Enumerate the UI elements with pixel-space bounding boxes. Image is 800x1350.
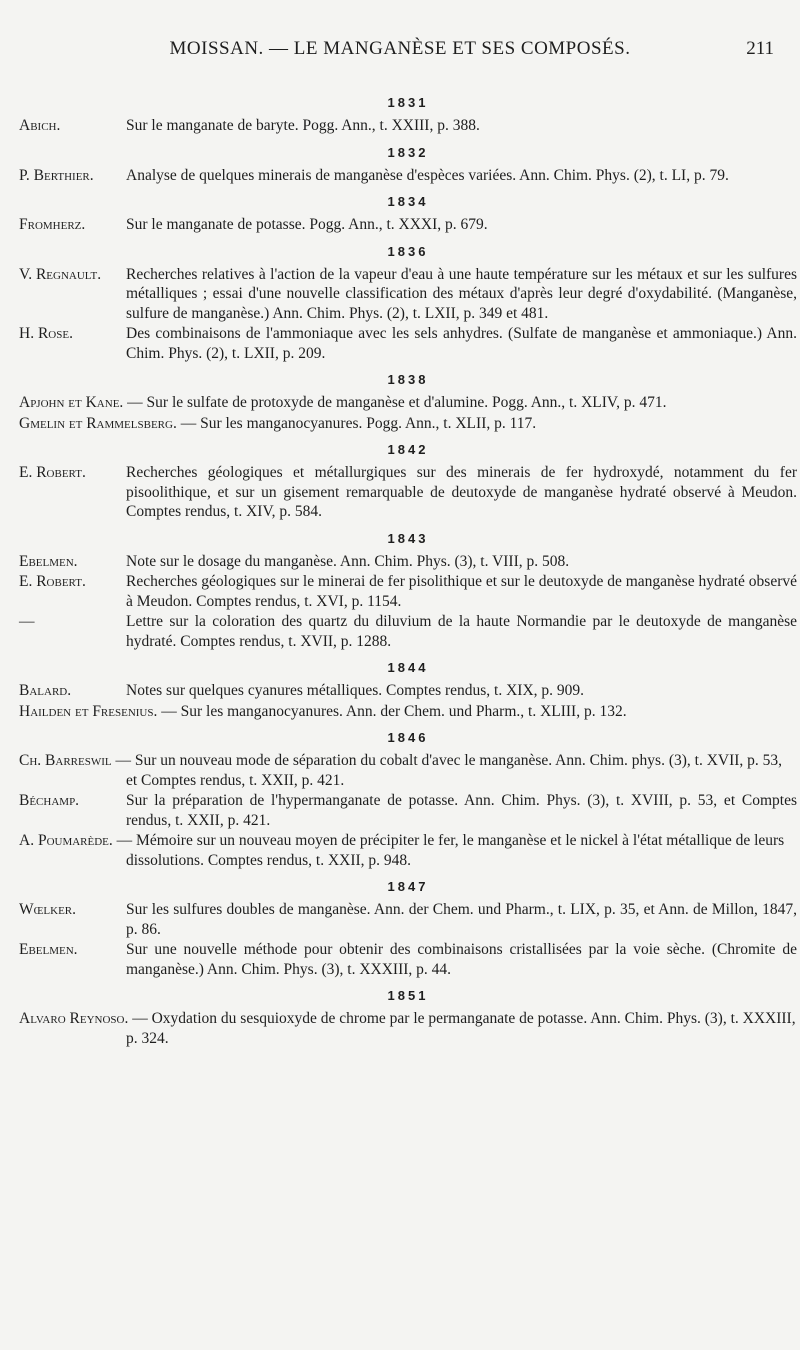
year-heading: 1831	[387, 95, 429, 110]
bibliography-entry	[19, 215, 797, 235]
bibliography-entry	[19, 166, 797, 186]
bibliography-entry	[19, 831, 797, 870]
entry-text: Sur le manganate de baryte. Pogg. Ann., t. XXIII, p. 388.	[126, 117, 480, 134]
entry-author: A. Poumarède.	[19, 832, 113, 849]
bibliography-entry	[19, 791, 797, 830]
entry-text: Sur une nouvelle méthode pour obtenir des combinaisons cristallisées par la voie sèche. (Chromite de manganèse.) Ann. Chim. Phys. (3), t. XXXIII, p. 44.	[126, 941, 797, 978]
entry-text: — Sur un nouveau mode de séparation du cobalt d'avec le manganèse. Ann. Chim. phys. (3), t. XVII, p. 53, et Comptes rendus, t. XXII, p. 421.	[115, 752, 783, 789]
entry-author: Hailden et Fresenius.	[19, 702, 158, 720]
entry-text: — Sur les manganocyanures. Pogg. Ann., t. XLII, p. 117.	[180, 414, 537, 432]
entry-text: Sur la préparation de l'hypermanganate de potasse. Ann. Chim. Phys. (3), t. XVIII, p. 53, et Comptes rendus, t. XXII, p. 421.	[126, 792, 797, 829]
entry-text: Sur le manganate de potasse. Pogg. Ann., t. XXXI, p. 679.	[126, 216, 488, 233]
year-heading: 1834	[387, 194, 429, 209]
year-heading: 1838	[387, 372, 429, 387]
bibliography-entry	[19, 572, 797, 611]
entry-text: Des combinaisons de l'ammoniaque avec les sels anhydres. (Sulfate de manganèse et ammoniaque.) Ann. Chim. Phys. (2), t. LXII, p. 209.	[126, 325, 797, 362]
running-title: MOISSAN. — LE MANGANÈSE ET SES COMPOSÉS.	[169, 38, 631, 59]
bibliography-entry	[19, 900, 797, 939]
entry-author: Balard.	[19, 682, 72, 699]
bibliography-entry	[19, 681, 797, 701]
year-heading: 1846	[387, 730, 429, 745]
entry-text: Recherches géologiques sur le minerai de fer pisolithique et sur le deutoxyde de manganèse hydraté observé à Meudon. Comptes rendus, t. XVI, p. 1154.	[126, 573, 798, 610]
bibliography-entry	[19, 1009, 797, 1048]
entry-text: — Sur les manganocyanures. Ann. der Chem. und Pharm., t. XLIII, p. 132.	[161, 702, 627, 720]
entry-author: Abich.	[19, 117, 61, 134]
entry-author: Ch. Barreswil	[19, 752, 112, 769]
page-number: 211	[746, 38, 774, 59]
bibliography-entry	[19, 324, 797, 363]
entry-text: Note sur le dosage du manganèse. Ann. Chim. Phys. (3), t. VIII, p. 508.	[126, 552, 570, 570]
entry-text: Recherches relatives à l'action de la vapeur d'eau à une haute température sur les métaux et sur les sulfures métalliques ; essai d'une nouvelle classification des métaux d'après leur degré d'oxydabilité. (Manganèse, sulfure de manganèse.) Ann. Chim. Phys. (2), t. LXII, p. 349 et 481.	[126, 265, 797, 322]
bibliography-entry	[19, 612, 797, 651]
entry-text: — Oxydation du sesquioxyde de chrome par le permanganate de potasse. Ann. Chim. Phys. (3), t. XXXIII, p. 324.	[126, 1010, 796, 1047]
entry-author: V. Regnault.	[19, 265, 102, 283]
bibliography-entry	[19, 116, 797, 136]
entry-author: Alvaro Reynoso.	[19, 1010, 129, 1027]
bibliography-entry	[19, 751, 797, 790]
year-heading: 1836	[387, 243, 429, 259]
entry-author: Apjohn et Kane.	[19, 394, 124, 411]
year-heading: 1842	[387, 442, 429, 457]
entry-author: —	[19, 613, 35, 630]
year-heading: 1832	[387, 144, 429, 160]
entry-author: Fromherz.	[19, 216, 86, 233]
bibliography-entry	[19, 463, 797, 522]
year-heading: 1851	[387, 988, 429, 1003]
year-heading: 1847	[387, 879, 429, 894]
entry-author: P. Berthier.	[19, 166, 94, 184]
entry-author: E. Robert.	[19, 573, 86, 590]
bibliography	[19, 86, 797, 1049]
bibliography-entry	[19, 414, 797, 434]
entry-author: Ebelmen.	[19, 552, 78, 570]
bibliography-entry	[19, 552, 797, 572]
entry-text: — Sur le sulfate de protoxyde de manganèse et d'alumine. Pogg. Ann., t. XLIV, p. 471.	[127, 394, 667, 411]
entry-text: Sur les sulfures doubles de manganèse. Ann. der Chem. und Pharm., t. LIX, p. 35, et Ann. de Millon, 1847, p. 86.	[126, 901, 797, 938]
bibliography-entry	[19, 940, 797, 979]
entry-text: Notes sur quelques cyanures métalliques. Comptes rendus, t. XIX, p. 909.	[126, 682, 585, 699]
entry-author: Béchamp.	[19, 792, 80, 809]
entry-text: Recherches géologiques et métallurgiques sur des minerais de fer hydroxydé, notamment du fer pisoolithique, et sur un gisement remarquable de deutoxyde de manganèse hydraté observé à Meudon. Comptes rendus, t. XIV, p. 584.	[126, 464, 797, 520]
entry-author: H. Rose.	[19, 325, 73, 342]
entry-text: — Mémoire sur un nouveau moyen de précipiter le fer, le manganèse et le nickel à l'état métallique de leurs dissolutions. Comptes rendus, t. XXII, p. 948.	[116, 832, 785, 869]
bibliography-entry	[19, 265, 797, 324]
page-header	[0, 38, 800, 62]
entry-author: E. Robert.	[19, 464, 86, 481]
year-heading: 1843	[387, 530, 429, 546]
entry-text: Lettre sur la coloration des quartz du diluvium de la haute Normandie par le deutoxyde de manganèse hydraté. Comptes rendus, t. XVII, p. 1288.	[126, 613, 797, 650]
bibliography-entry	[19, 393, 797, 413]
entry-text: Analyse de quelques minerais de manganèse d'espèces variées. Ann. Chim. Phys. (2), t. LI, p. 79.	[126, 166, 729, 184]
entry-author: Wœlker.	[19, 901, 77, 918]
entry-author: Ebelmen.	[19, 941, 78, 958]
entry-author: Gmelin et Rammelsberg.	[19, 414, 177, 432]
bibliography-entry	[19, 702, 797, 722]
year-heading: 1844	[387, 660, 429, 675]
